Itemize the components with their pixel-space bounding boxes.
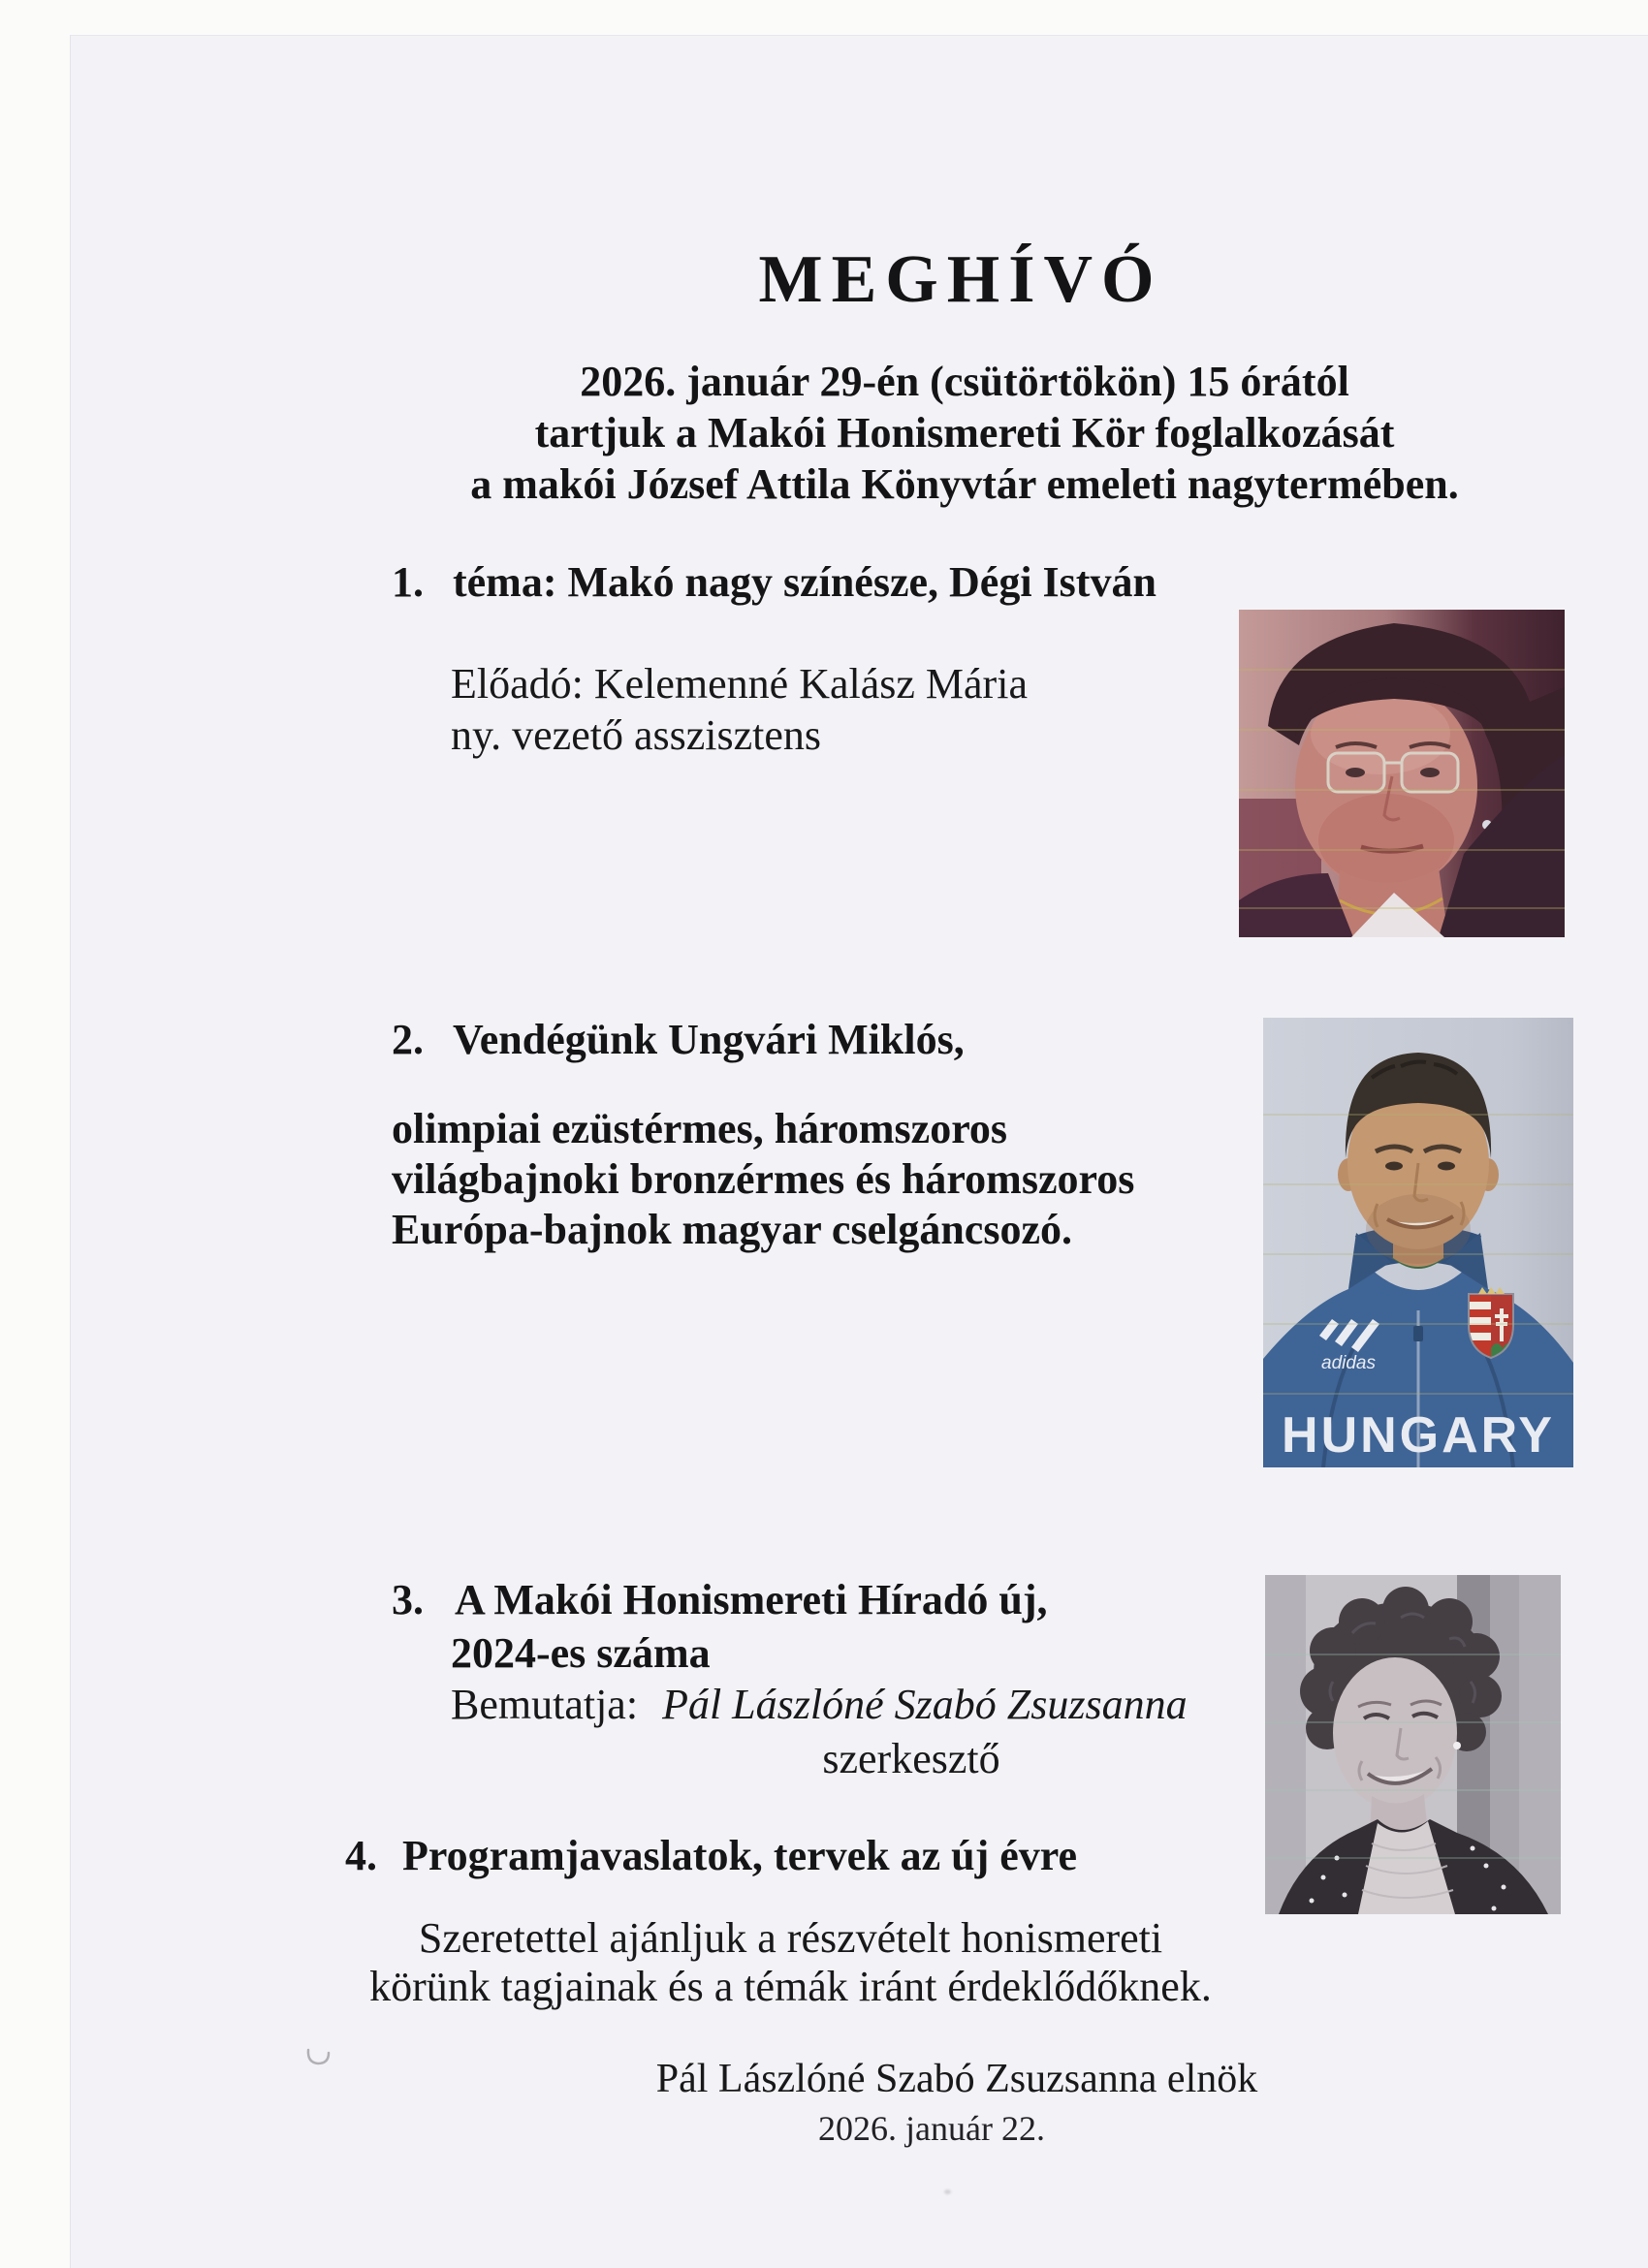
item-2-desc-line-1: olimpiai ezüstérmes, háromszoros xyxy=(392,1105,1008,1152)
intro-line-3: a makói József Attila Könyvtár emeleti nagytermében. xyxy=(470,460,1459,508)
photo2-brand-text: adidas xyxy=(1321,1353,1376,1373)
item-3-presenter xyxy=(451,1680,1188,1729)
item-4-heading xyxy=(345,1831,1077,1880)
item-2-desc-line-2: világbajnoki bronzérmes és háromszoros xyxy=(392,1155,1135,1203)
presenter-name: Pál Lászlóné Szabó Zsuzsanna xyxy=(662,1681,1188,1728)
presenter-role: szerkesztő xyxy=(822,1735,1000,1782)
photo2-jacket-text: HUNGARY xyxy=(1282,1407,1555,1464)
closing-line-1: Szeretettel ajánljuk a részvételt honismereti xyxy=(418,1914,1163,1962)
item-4-title: Programjavaslatok, tervek az új évre xyxy=(402,1832,1078,1879)
document-page xyxy=(70,35,1648,2268)
closing-paragraph xyxy=(139,1914,1442,2011)
closing-line-2: körünk tagjainak és a témák iránt érdeklődőknek. xyxy=(369,1963,1212,2010)
scan-artifact-curl xyxy=(305,2048,333,2067)
item-3-heading xyxy=(392,1575,1048,1624)
date-line: 2026. január 22. xyxy=(818,2109,1045,2148)
item-1-number: 1. xyxy=(392,558,424,606)
presenter-label: Bemutatja: xyxy=(451,1681,639,1728)
item-1-heading xyxy=(392,557,1157,607)
photo3-earring xyxy=(1453,1742,1461,1749)
signature-line: Pál Lászlóné Szabó Zsuzsanna elnök xyxy=(655,2057,1258,2101)
item-1-title: téma: Makó nagy színésze, Dégi István xyxy=(453,558,1157,606)
item-3-title-line-1: A Makói Honismereti Híradó új, xyxy=(455,1576,1048,1623)
item-1-detail-line-2: ny. vezető asszisztens xyxy=(451,711,822,759)
page-title: MEGHÍVÓ xyxy=(758,242,1163,317)
item-3-number: 3. xyxy=(392,1576,424,1623)
item-2-number: 2. xyxy=(392,1016,424,1063)
item-1-detail-line-1: Előadó: Kelemenné Kalász Mária xyxy=(451,660,1028,708)
intro-line-2: tartjuk a Makói Honismereti Kör foglalkozását xyxy=(534,409,1395,457)
item-4-number: 4. xyxy=(345,1832,377,1879)
photo3-curtain-left xyxy=(1265,1575,1306,1914)
item-2-heading xyxy=(392,1015,965,1064)
item-1-details xyxy=(451,658,1028,761)
item-3-title-line-2: 2024-es száma xyxy=(451,1629,711,1677)
scan-artifact-speck xyxy=(944,2189,951,2194)
photo-pal-laszlone-szabo-zsuzsanna xyxy=(1265,1575,1561,1914)
item-2-title: Vendégünk Ungvári Miklós, xyxy=(453,1016,965,1063)
item-2-description xyxy=(392,1104,1134,1255)
photo-kelemenne-kalasz-maria xyxy=(1239,610,1565,937)
intro-paragraph xyxy=(206,356,1648,510)
photo3-face xyxy=(1333,1657,1457,1809)
intro-line-1: 2026. január 29-én (csütörtökön) 15 órától xyxy=(580,358,1349,405)
item-2-desc-line-3: Európa-bajnok magyar cselgáncsozó. xyxy=(392,1206,1072,1253)
photo-ungvari-miklos xyxy=(1263,1018,1573,1467)
